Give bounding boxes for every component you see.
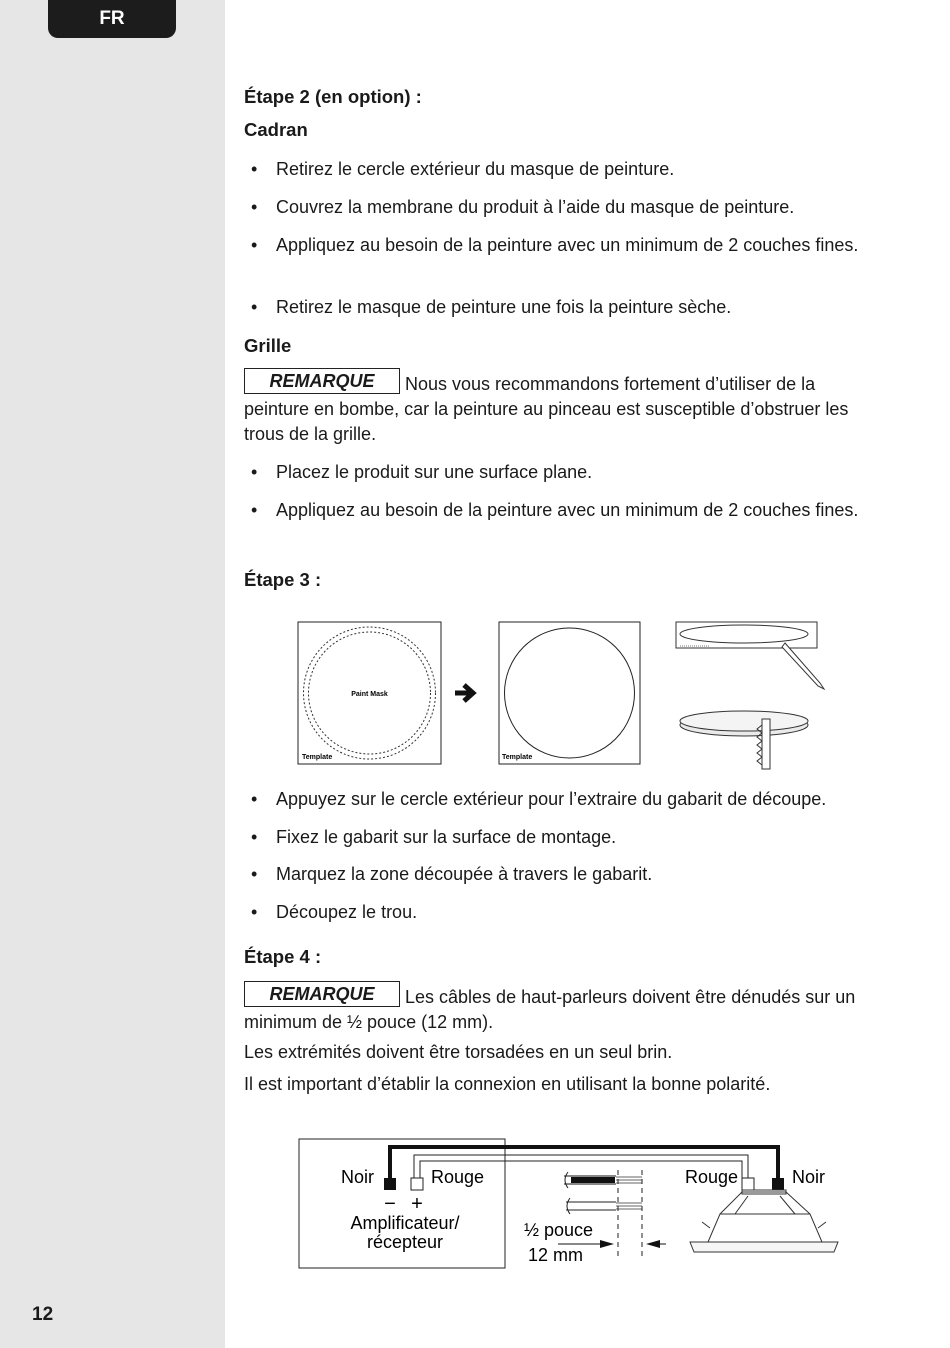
template-label: Template [302, 754, 333, 761]
spk-positive-terminal [742, 1178, 754, 1190]
step2-heading: Étape 2 (en option) : [244, 86, 422, 107]
spk-negative-terminal [772, 1178, 784, 1190]
wiring-diagram [290, 1130, 850, 1280]
amp-negative-terminal [384, 1178, 396, 1190]
spk-noir-label: Noir [792, 1167, 826, 1187]
grille-heading: Grille [244, 335, 292, 356]
language-label: FR [99, 8, 125, 29]
paragraph: Il est important d’établir la connexion en utilisant la bonne polarité. [244, 1074, 771, 1094]
note-text: Nous vous recommandons fortement d’utiliser de la peinture en bombe, car la peinture au pinceau est susceptible d’obstruer les trous de la grille. [244, 374, 849, 444]
jigsaw-cut-illustration [680, 711, 808, 769]
cut-template [499, 622, 640, 764]
amp-rouge-label: Rouge [431, 1167, 485, 1187]
speaker-illustration [690, 1190, 838, 1252]
arrow-right-icon [455, 685, 473, 701]
note-label: REMARQUE [244, 981, 400, 1007]
minus-sign: − [384, 1193, 396, 1215]
amp-positive-terminal [411, 1178, 423, 1190]
paint-mask-label: Paint Mask [351, 691, 388, 698]
spk-rouge-label: Rouge [684, 1167, 738, 1187]
amp-label: Amplificateur/ [350, 1213, 460, 1233]
grille-note [244, 372, 884, 447]
language-tab [48, 0, 176, 38]
amp-label: récepteur [366, 1232, 444, 1252]
note-label: REMARQUE [244, 368, 400, 394]
amp-noir-label: Noir [340, 1167, 374, 1187]
step4-heading: Étape 4 : [244, 946, 322, 967]
half-inch-label: ½ pouce [524, 1220, 594, 1240]
twelve-mm-label: 12 mm [528, 1245, 584, 1265]
page-number: 12 [32, 1304, 54, 1325]
marking-pencil-illustration [676, 622, 824, 689]
note-text: Les câbles de haut-parleurs doivent être dénudés sur un minimum de ½ pouce (12 mm). [244, 987, 856, 1032]
step3-figure [290, 615, 850, 775]
paragraph: Les extrémités doivent être torsadées en un seul brin. [244, 1042, 673, 1062]
cadran-heading: Cadran [244, 119, 308, 140]
step3-heading: Étape 3 : [244, 569, 322, 590]
plus-sign: + [411, 1193, 423, 1215]
template-label: Template [502, 754, 533, 761]
sidebar [0, 0, 225, 1348]
step4-note [244, 985, 884, 1035]
paint-mask-template [298, 622, 441, 764]
